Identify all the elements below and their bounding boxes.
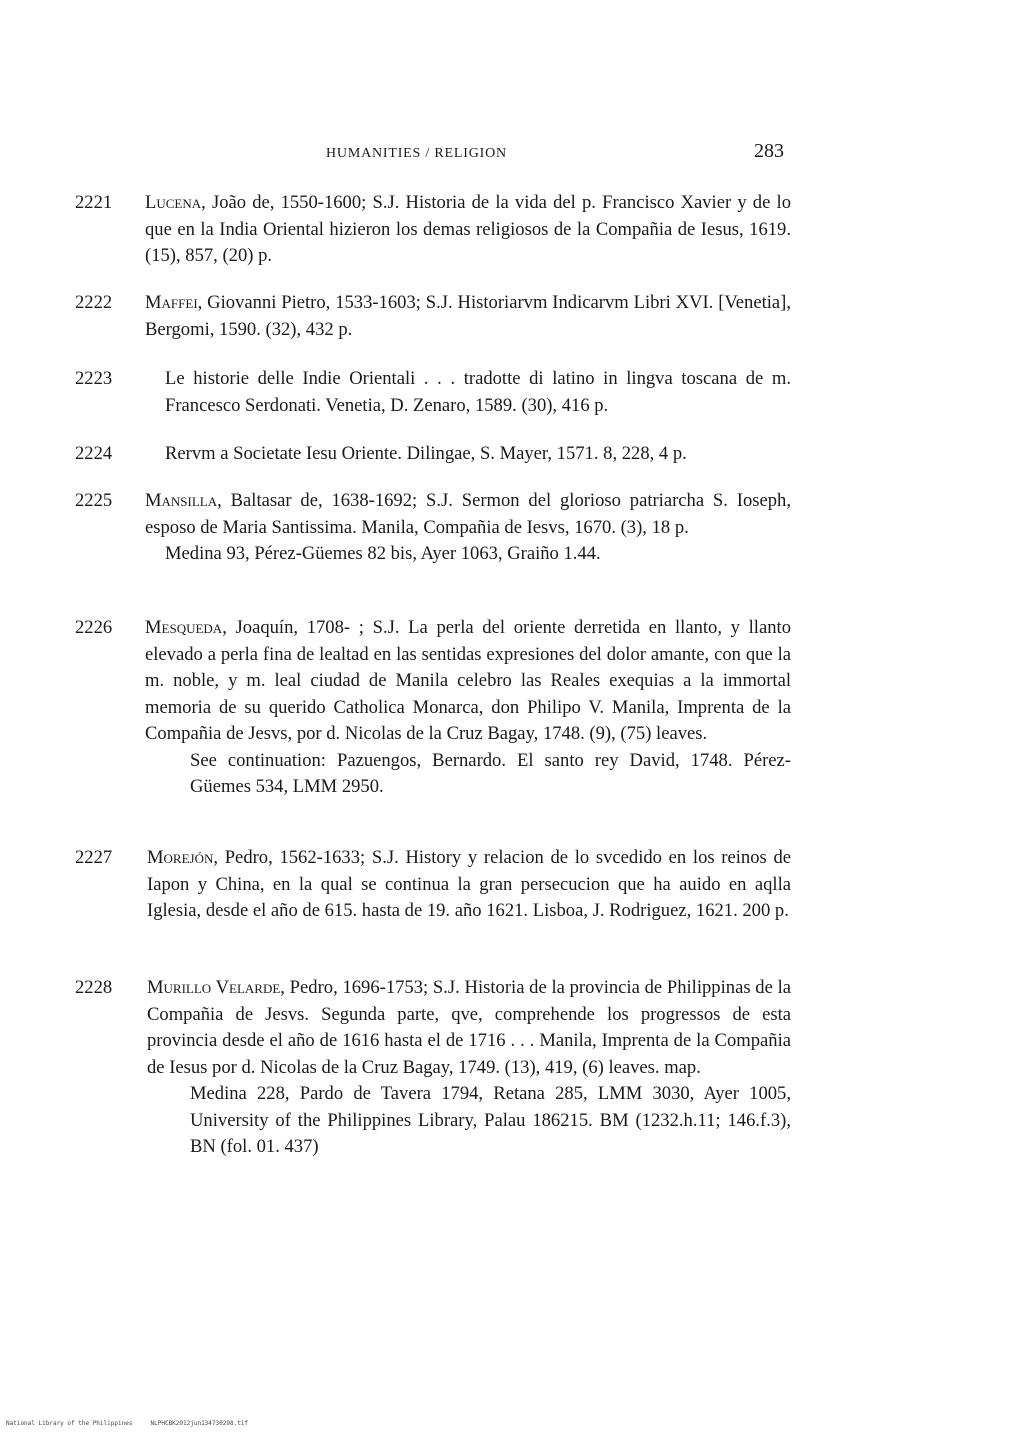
entry-2223	[75, 366, 791, 419]
entry-text: , Baltasar de, 1638-1692; S.J. Sermon del glorioso patriarcha S. Ioseph, esposo de Maria Santissima. Manila, Compañia de Iesvs, 1670. (3), 18 p.	[145, 490, 791, 538]
entry-author: Morejón	[147, 847, 214, 868]
entry-text: , Pedro, 1696-1753; S.J. Historia de la provincia de Philippinas de la Compañia de Jesvs. Segunda parte, qve, comprehende los progressos de esta provincia desde el año de 1616 hasta el de 1716 . . . Manila, Imprenta de la Compañia de Iesus por d. Nicolas de la Cruz Bagay, 1749. (13), 419, (6) leaves. map.	[147, 977, 792, 1078]
entry-note: Medina 93, Pérez-Güemes 82 bis, Ayer 1063, Graiño 1.44.	[165, 543, 601, 564]
entry-note: See continuation: Pazuengos, Bernardo. El santo rey David, 1748. Pérez-Güemes 534, LMM 2950.	[190, 749, 791, 797]
entry-number: 2225	[75, 490, 113, 511]
entry-2222	[75, 290, 791, 343]
entry-number: 2228	[75, 977, 113, 998]
entry-text: , Joaquín, 1708- ; S.J. La perla del oriente derretida en llanto, y llanto elevado a perla fina de lealtad en las sentidas expresiones del dolor amante, con que la m. noble, y m. leal ciudad de Manila celebro las Reales exequias a la immortal memoria de su querido Catholica Monarca, don Philipo V. Manila, Imprenta de la Compañia de Jesvs, por d. Nicolas de la Cruz Bagay, 1748. (9), (75) leaves.	[145, 617, 791, 744]
entry-text: , João de, 1550-1600; S.J. Historia de la vida del p. Francisco Xavier y de lo que en la India Oriental hizieron los demas religiosos de la Compañia de Iesus, 1619. (15), 857, (20) p.	[145, 192, 791, 266]
entry-2221	[75, 190, 791, 270]
entry-text: Le historie delle Indie Orientali . . . tradotte di latino in lingva toscana de m. Francesco Serdonati. Venetia, D. Zenaro, 1589. (30), 416 p.	[165, 368, 791, 416]
entry-author: Mansilla	[145, 490, 218, 511]
entry-note: Medina 228, Pardo de Tavera 1794, Retana 285, LMM 3030, Ayer 1005, University of the Philippines Library, Palau 186215. BM (1232.h.11; 146.f.3), BN (fol. 01. 437)	[190, 1083, 791, 1157]
entry-number: 2227	[75, 847, 113, 868]
entry-number: 2226	[75, 617, 113, 638]
entry-2224	[75, 441, 791, 468]
entry-2225	[75, 488, 791, 568]
entry-number: 2222	[75, 292, 113, 313]
entry-text: Rervm a Societate Iesu Oriente. Dilingae, S. Mayer, 1571. 8, 228, 4 p.	[165, 443, 687, 464]
entry-2228	[75, 975, 791, 1161]
entry-text: , Giovanni Pietro, 1533-1603; S.J. Historiarvm Indicarvm Libri XVI. [Venetia], Bergomi, 1590. (32), 432 p.	[145, 292, 791, 340]
entry-2227	[75, 845, 791, 925]
entry-number: 2221	[75, 192, 113, 213]
entry-author: Maffei	[145, 292, 198, 313]
entry-2226	[75, 615, 791, 801]
entry-author: Lucena	[145, 192, 202, 213]
entry-number: 2224	[75, 443, 113, 464]
entry-author: Mesqueda	[145, 617, 223, 638]
page-number: 283	[754, 140, 784, 162]
entry-author: Murillo Velarde	[147, 977, 281, 998]
scan-footer: National Library of the Philippines NLPHCBK2012jun134730298.tif	[6, 1420, 249, 1427]
running-head: HUMANITIES / RELIGION	[326, 146, 507, 161]
entry-text: , Pedro, 1562-1633; S.J. History y relacion de lo svcedido en los reinos de Iapon y China, en la qual se continua la gran persecucion que ha auido en aqlla Iglesia, desde el año de 615. hasta de 19. año 1621. Lisboa, J. Rodriguez, 1621. 200 p.	[147, 847, 791, 921]
entry-number: 2223	[75, 368, 113, 389]
